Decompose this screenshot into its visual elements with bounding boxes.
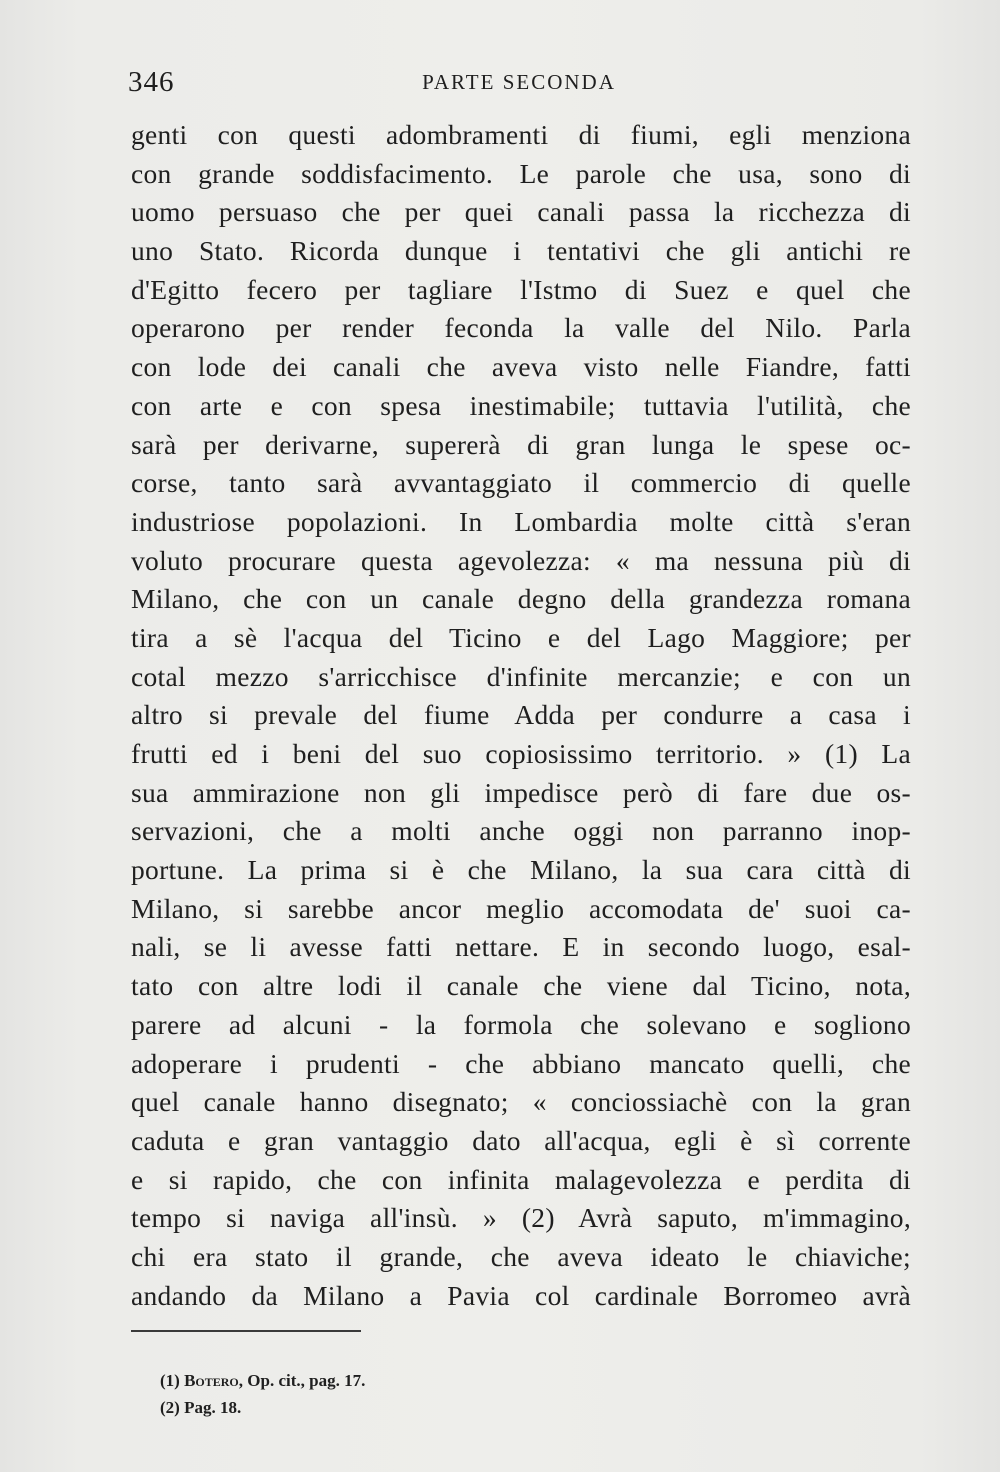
text-line: chi era stato il grande, che aveva ideato le chiaviche; [131,1240,911,1272]
text-line: andando da Milano a Pavia col cardinale Borromeo avrà [131,1279,911,1311]
text-line: quel canale hanno disegnato; « conciossiachè con la gran [131,1086,911,1118]
text-line: con arte e con spesa inestimabile; tuttavia l'utilità, che [131,389,911,421]
text-line: uno Stato. Ricorda dunque i tentativi che gli antichi re [131,235,911,267]
footnote-text: Pag. 18. [184,1398,242,1417]
footnote-author: Botero [184,1371,239,1390]
text-line: voluto procurare questa agevolezza: « ma nessuna più di [131,544,911,576]
text-line: con grande soddisfacimento. Le parole che usa, sono di [131,157,911,189]
running-head: PARTE SECONDA [422,70,616,94]
footnote-text: , Op. cit., pag. 17. [238,1371,366,1390]
page-number: 346 [128,66,175,98]
footnote-rule [131,1330,361,1332]
text-line: d'Egitto fecero per tagliare l'Istmo di Suez e quel che [131,273,911,305]
text-line: sarà per derivarne, supererà di gran lunga le spese oc- [131,428,911,460]
text-line: Milano, che con un canale degno della grandezza romana [131,583,911,615]
text-line: tato con altre lodi il canale che viene dal Ticino, nota, [131,970,911,1002]
footnote-1 [160,1367,660,1394]
footnote-marker: (2) [160,1398,180,1417]
text-line: frutti ed i beni del suo copiosissimo territorio. » (1) La [131,738,911,769]
text-line: altro si prevale del fiume Adda per condurre a casa i [131,699,911,731]
text-line: corse, tanto sarà avvantaggiato il commercio di quelle [131,467,911,499]
text-line: tira a sè l'acqua del Ticino e del Lago Maggiore; per [131,621,911,653]
text-line: tempo si naviga all'insù. » (2) Avrà saputo, m'immagino, [131,1202,911,1234]
text-line: e si rapido, che con infinita malagevolezza e perdita di [131,1163,911,1195]
text-line: con lode dei canali che aveva visto nelle Fiandre, fatti [131,351,911,383]
footnote-marker: (1) [160,1371,180,1390]
footnotes [160,1367,660,1421]
footnote-2 [160,1394,660,1421]
text-line: servazioni, che a molti anche oggi non parranno inop- [131,815,911,847]
text-line: parere ad alcuni - la formola che solevano e sogliono [131,1008,911,1040]
text-line: Milano, si sarebbe ancor meglio accomodata de' suoi ca- [131,892,911,924]
text-line: genti con questi adombramenti di fiumi, egli menziona [131,119,911,150]
text-line: sua ammirazione non gli impedisce però di fare due os- [131,776,911,808]
text-line: operarono per render feconda la valle del Nilo. Parla [131,312,911,344]
text-line: cotal mezzo s'arricchisce d'infinite mercanzie; e con un [131,660,911,692]
text-line: nali, se li avesse fatti nettare. E in secondo luogo, esal- [131,931,911,963]
text-line: adoperare i prudenti - che abbiano mancato quelli, che [131,1047,911,1079]
text-line: industriose popolazioni. In Lombardia molte città s'eran [131,505,911,537]
text-line: caduta e gran vantaggio dato all'acqua, egli è sì corrente [131,1124,911,1156]
text-line: uomo persuaso che per quei canali passa la ricchezza di [131,196,911,228]
body-text [131,116,911,1315]
text-line: portune. La prima si è che Milano, la sua cara città di [131,854,911,886]
page-header [128,66,910,100]
